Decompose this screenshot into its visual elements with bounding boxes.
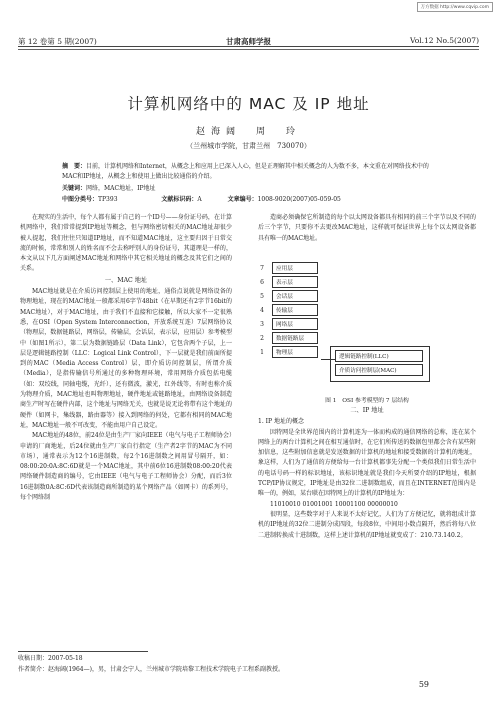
osi-figure bbox=[258, 262, 476, 402]
section-heading-ip: 二、IP 地址 bbox=[350, 407, 384, 414]
clc-value: TP393 bbox=[98, 196, 118, 203]
link-connector bbox=[321, 359, 335, 360]
osi-layer-box: 传输层 bbox=[272, 304, 318, 316]
subsection-heading-ip-concept: 1. IP 地址的概念 bbox=[258, 418, 304, 426]
source-stamp: 万方数据 http://www.cqvip.com bbox=[417, 2, 493, 12]
osi-layer-box: 物理层 bbox=[272, 346, 318, 358]
classification bbox=[62, 195, 442, 205]
osi-layer-box: 会话层 bbox=[272, 290, 318, 302]
osi-layer-box: 应用层 bbox=[272, 262, 318, 274]
osi-layer-number: 2 bbox=[260, 335, 264, 342]
osi-layer-number: 5 bbox=[260, 293, 264, 300]
llc-sublayer: 逻辑链路控制(LLC) bbox=[335, 350, 423, 362]
right-column-top bbox=[258, 213, 476, 244]
osi-layer-number: 7 bbox=[260, 265, 264, 272]
doc-code-label: 文献标识码： bbox=[161, 196, 198, 203]
osi-layer-number: 3 bbox=[260, 321, 264, 328]
ip-concept-paragraph: 因特网是全世界范围内的计算机连为一体而构成的通信网络的总称，连在某个网络上的两台计算机之间在相互通信时，在它们所传送的数据包里都会含有某些附加信息，这些附加信息就是发送数据的计算机的地址和接受数据的计算机的地址，象这样，人们为了通信的方便给每一台计算机都事先分配一个类似我们日常生活中的电话号码一样的标识地址，该标识地址就是我们今天所要介绍的IP地址，根据TCP/IP协议规定，IP地址是由32位二进制数组成，而且在INTERNET范围内是唯一的，例如，某台联在因特网上的计算机的IP地址为： bbox=[258, 428, 476, 498]
article-title: 计算机网络中的 MAC 及 IP 地址 bbox=[127, 95, 370, 113]
mac-sublayer: 介质访问控制层(MAC) bbox=[335, 364, 423, 376]
ip-binary-example: 11010010 01001001 10001100 00000010 bbox=[270, 500, 398, 508]
osi-layer-box: 表示层 bbox=[272, 276, 318, 288]
article-number-label: 文章编号： bbox=[227, 196, 258, 203]
osi-layer-number: 4 bbox=[260, 307, 264, 314]
header-rule bbox=[18, 46, 479, 47]
keywords-label: 关键词： bbox=[62, 185, 87, 192]
journal-volume-en: Vol.12 No.5(2007) bbox=[410, 36, 479, 45]
abstract-label: 摘 要： bbox=[62, 163, 87, 170]
mac-paragraph: MAC地址就是在介质访问控制层上使用的地址，通俗点说就是网络设备的物理地址，现在的MAC地址一般都采用6字节48bit（在早期还有2字节16bit的MAC地址），对于MAC地址，由于我们不直接和它接触，所以大家不一定很熟悉，在OSI（Open System Interconnection，开放系统互连）7层网络协议（物理层，数据链路层，网络层，传输层，会话层，表示层，应用层）参考模型中（如图1所示），第二层为数据链路层（Data Link），它包含两个子层，上一层是逻辑链路控制（LLC：Logical Link Control），下一层就是我们前面所提到的MAC（Media Access Control）层，即介质访问控制层，所谓介质（Media），是指传输信号所通过的多种物理环境，常用网络介质包括电缆（如：双绞线，同轴电缆，光纤），还有微波，激光，红外线等，有时也称介质为物理介质，MAC地址也叫物理地址，硬件地址或链路地址，由网络设备制造商生产时写在硬件内部，这个地址与网络无关，也就是说无论将带有这个地址的硬件（如网卡，集线器，路由器等）接入到网络的何处，它都有相同的MAC地址，MAC地址一般不可改变，不能由用户自己设定。 bbox=[20, 288, 232, 429]
mac-unique-paragraph: 造商必须确保它所制造的每个以太网设备都具有相同的前三个字节以及不同的后三个字节，只要你不去更改MAC地址，这样就可保证世界上每个以太网设备都具有唯一的MAC地址。 bbox=[258, 214, 476, 242]
page-number: 59 bbox=[418, 680, 429, 689]
keywords bbox=[62, 184, 442, 194]
osi-layer-box: 数据链路层 bbox=[272, 332, 318, 344]
received-date: 收稿日期：2007-05-18 bbox=[18, 655, 83, 662]
ip-dotted-paragraph: 很明显，这些数字对于人来说不太好记忆，人们为了方便记忆，就将组成计算机的IP地址的32位二进制分成四段，每段8位，中间用小数点隔开，然后将每八位二进制转换成十进制数，这样上述计算机的IP地址就变成了：210.73.140.2。 bbox=[258, 510, 476, 539]
doc-code-value: A bbox=[197, 196, 202, 203]
left-column bbox=[20, 213, 232, 643]
mac-format-paragraph: MAC地址的48位，前24位是由生产厂家向IEEE（电气与电子工程师协会）申请的厂商地址，后24位就由生产厂家自行指定（生产者2字节的MAC为不同市场），通常表示为12个16进制数，每2个16进制数之间用冒号隔开，如：08:00:20:0A:8C:6D就是一个MAC地址，其中前6位16进制数08:00:20代表网络硬件制造商的编号，它由IEEE（电气与电子工程师协会）分配，而后3位16进制数0A:8C:6D代表该制造商所制造的某个网络产品（如网卡）的系列号，每个网络制 bbox=[20, 432, 232, 502]
figure-caption: 图 1 OSI 参考模型的 7 层结构 bbox=[325, 398, 409, 404]
osi-layer-number: 1 bbox=[260, 349, 264, 356]
abstract bbox=[62, 162, 442, 182]
journal-name: 甘肃高师学报 bbox=[226, 37, 271, 46]
osi-layer-box: 网络层 bbox=[272, 318, 318, 330]
header-rule-thin bbox=[18, 49, 479, 50]
section-heading-mac: 一、MAC 地址 bbox=[104, 276, 148, 284]
author-bio: 作者简介：赵海阔(1964—)，男，甘肃会宁人，兰州城市学院培黎工程技术学院电子工程系副教授。 bbox=[18, 666, 284, 673]
keywords-text: 网络，MAC地址，IP地址 bbox=[86, 185, 156, 192]
clc-label: 中图分类号： bbox=[62, 196, 99, 203]
right-column-bottom bbox=[258, 405, 476, 645]
footnote-rule bbox=[18, 651, 148, 652]
osi-layer-number: 6 bbox=[260, 279, 264, 286]
journal-volume: 第 12 卷第 5 期(2007) bbox=[18, 37, 97, 46]
abstract-text: 目前，计算机网络和Internet，从概念上和应用上已深入人心，但是正理解其中相关概念的人为数不多，本文重在对网络技术中的MAC和IP地址，从概念上和使用上做出比较通俗的介绍。 bbox=[62, 163, 429, 180]
article-authors: 赵海阔 周 玲 bbox=[195, 127, 301, 137]
intro-paragraph: 在现实的生活中，每个人都有属于自己的一个ID号——身份证号码，在计算机网络中，我们常常提到IP地址等概念，但与网络密切相关的MAC地址却很少被人提起，我们往往只知道IP地址，而不知道MAC地址，这主要归因于日常交流的时候，常常和别人的姓名而不会去称呼别人的身份证号，其道理是一样的，本文从以下几方面阐述MAC地址和网络中其它相关地址的概念及其它们之间的关系。 bbox=[20, 214, 232, 273]
article-number-value: 1008-9020(2007)05-059-05 bbox=[257, 196, 341, 203]
article-affiliation: （兰州城市学院，甘肃兰州 730070） bbox=[186, 142, 311, 150]
